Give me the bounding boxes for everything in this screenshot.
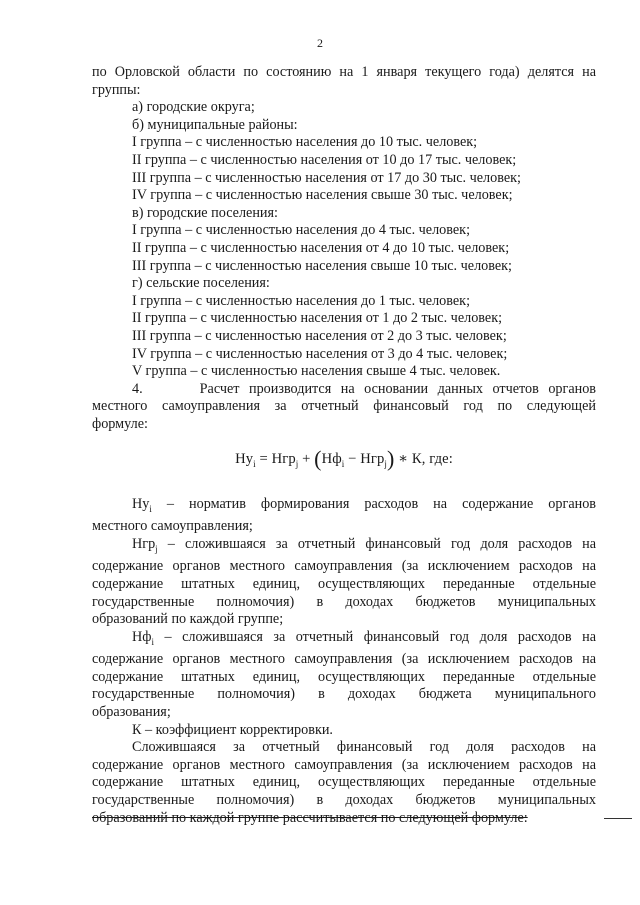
list-item: III группа – с численностью населения свыше 10 тыс. человек;	[132, 257, 513, 274]
definition-ngr	[92, 536, 596, 629]
formula-ngr-sub: j	[295, 459, 299, 470]
list-item: III группа – с численностью населения от 17 до 30 тыс. человек;	[132, 169, 521, 186]
closing-line-5	[92, 810, 596, 828]
list-item: V группа – с численностью населения свыше 4 тыс. человек.	[132, 363, 501, 380]
formula-ny-sub: i	[253, 459, 256, 470]
nf-term: Нф	[132, 628, 152, 645]
definition-ngr-line-2: содержание органов местного самоуправления (за исключением расходов на	[92, 558, 596, 575]
definition-nf	[92, 629, 596, 722]
formula-close-paren: )	[386, 446, 395, 472]
definition-ngr-line-5: образований по каждой группе;	[92, 611, 284, 628]
point-4-line-3: формуле:	[92, 415, 148, 432]
nf-sub: i	[151, 636, 154, 647]
definition-k: К – коэффициент корректировки.	[132, 721, 333, 738]
closing-line-4: государственные полномочия) в доходах бюджетов муниципальных	[92, 791, 596, 808]
list-item: а) городские округа;	[132, 99, 255, 116]
point-4-line-2: местного самоуправления за отчетный финансовый год по следующей	[92, 398, 596, 415]
strike-dash-tail	[604, 818, 632, 819]
list-item: I группа – с численностью населения до 10 тыс. человек;	[132, 134, 478, 151]
definition-nf-line-1	[92, 629, 596, 651]
closing-paragraph	[92, 739, 596, 827]
list-item: II группа – с численностью населения от 10 до 17 тыс. человек;	[132, 151, 517, 168]
nf-text: – сложившаяся за отчетный финансовый год доля расходов на	[153, 628, 596, 645]
point-4-number: 4.	[132, 380, 143, 397]
formula-ngr: Нгр	[271, 451, 296, 468]
intro-line-2: группы:	[92, 81, 141, 98]
definition-ngr-line-4: государственные полномочия) в доходах бюджетов муниципальных	[92, 593, 596, 610]
definition-nf-line-4: государственные полномочия) в доходах бюджета муниципального	[92, 686, 596, 703]
closing-line-3: содержание штатных единиц, осуществляющих переданные отдельные	[92, 774, 596, 791]
definition-ngr-line-1	[92, 536, 596, 558]
ny-sub: i	[149, 503, 152, 514]
list-item: в) городские поселения:	[132, 204, 278, 221]
definition-ny	[92, 496, 596, 536]
ngr-text: – сложившаяся за отчетный финансовый год доля расходов на	[157, 535, 596, 552]
formula-nf-sub: i	[341, 459, 345, 470]
list-item: II группа – с численностью населения от 4 до 10 тыс. человек;	[132, 239, 510, 256]
definition-nf-line-2: содержание органов местного самоуправления (за исключением расходов на	[92, 651, 596, 668]
definition-nf-line-5: образования;	[92, 703, 171, 720]
page-number: 2	[317, 36, 323, 50]
document-body	[92, 64, 596, 827]
formula-tail: ∗ К, где:	[394, 451, 453, 468]
formula-ngr-2-sub: j	[384, 459, 387, 470]
definition-ny-line-1	[92, 496, 596, 518]
formula-minus: −	[344, 451, 361, 468]
list-item: IV группа – с численностью населения от 3 до 4 тыс. человек;	[132, 345, 508, 362]
definition-nf-line-3: содержание штатных единиц, осуществляющих переданные отдельные	[92, 668, 596, 685]
list-item: III группа – с численностью населения от 2 до 3 тыс. человек;	[132, 327, 507, 344]
formula-eq: =	[255, 451, 272, 468]
closing-line-5-text: образований по каждой группе рассчитывается по следующей формуле:	[92, 809, 528, 826]
formula-open-paren: (	[314, 446, 322, 472]
list-item: г) сельские поселения:	[132, 275, 270, 292]
list-item: I группа – с численностью населения до 4 тыс. человек;	[132, 222, 471, 239]
list-item: б) муниципальные районы:	[132, 116, 298, 133]
formula-nf: Нф	[321, 451, 342, 468]
list-item: II группа – с численностью населения от 1 до 2 тыс. человек;	[132, 310, 503, 327]
ngr-sub: j	[155, 543, 158, 554]
formula-ngr-2: Нгр	[360, 451, 385, 468]
definition-ny-line-2: местного самоуправления;	[92, 518, 253, 535]
list-item: I группа – с численностью населения до 1 тыс. человек;	[132, 292, 471, 309]
groups-list	[92, 99, 596, 381]
definition-ngr-line-3: содержание штатных единиц, осуществляющих переданные отдельные	[92, 576, 596, 592]
ngr-term: Нгр	[132, 535, 156, 552]
ny-text: – норматив формирования расходов на содержание органов	[151, 495, 596, 512]
point-4-line-1	[92, 381, 596, 399]
closing-line-1: Сложившаяся за отчетный финансовый год доля расходов на	[132, 739, 596, 756]
formula-ny: Ну	[235, 451, 254, 468]
list-item: IV группа – с численностью населения свыше 30 тыс. человек;	[132, 187, 513, 204]
formula	[92, 446, 596, 474]
formula-plus: +	[298, 451, 315, 468]
point-4-text: Расчет производится на основании данных отчетов органов	[199, 380, 597, 397]
closing-line-2: содержание органов местного самоуправления (за исключением расходов на	[92, 756, 596, 773]
ny-term: Ну	[132, 495, 150, 512]
intro-line-1: по Орловской области по состоянию на 1 января текущего года) делятся на	[92, 64, 596, 80]
